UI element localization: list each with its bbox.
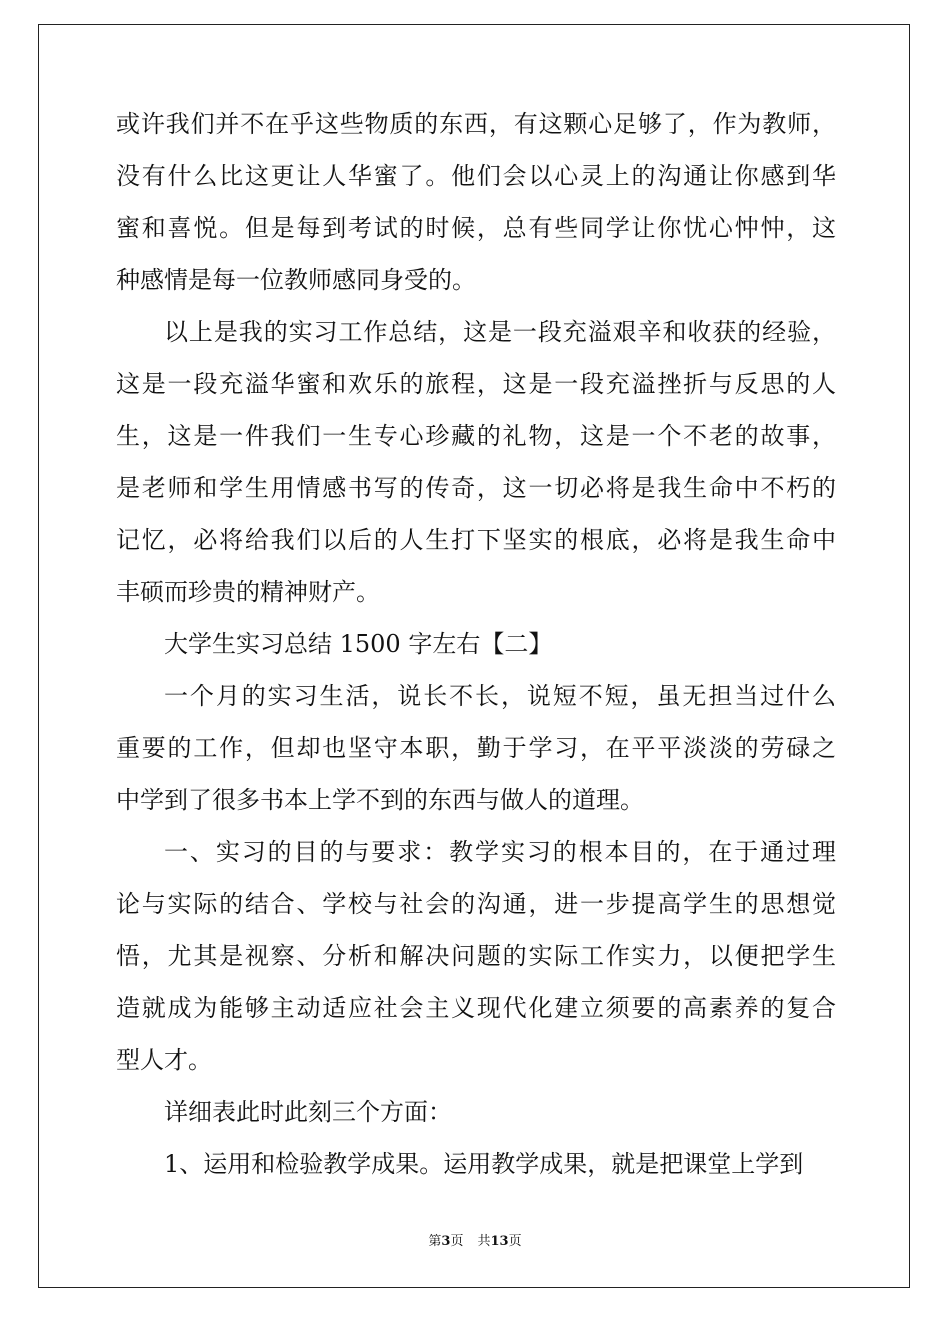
- text-line: 种感情是每一位教师感同身受的。: [116, 266, 476, 294]
- text-line: 记忆，必将给我们以后的人生打下坚实的根底，必将是我生命中: [116, 526, 836, 554]
- paragraph: [116, 670, 836, 826]
- text-line: 1、运用和检验教学成果。运用教学成果，就是把课堂上学到: [164, 1150, 804, 1178]
- text-line: 造就成为能够主动适应社会主义现代化建立须要的高素养的复合: [116, 994, 836, 1022]
- paragraph: [116, 306, 836, 618]
- text-line: 大学生实习总结 1500 字左右【二】: [164, 630, 553, 658]
- footer-total-pages: 13: [490, 1234, 509, 1249]
- text-line: 中学到了很多书本上学不到的东西与做人的道理。: [116, 786, 644, 814]
- footer-total-prefix: 共: [477, 1234, 491, 1249]
- text-line: 或许我们并不在乎这些物质的东西，有这颗心足够了，作为教师，: [116, 110, 836, 138]
- text-line: 是老师和学生用情感书写的传奇，这一切必将是我生命中不朽的: [116, 474, 836, 502]
- text-line: 生，这是一件我们一生专心珍藏的礼物，这是一个不老的故事，: [116, 422, 836, 450]
- text-line: 一、实习的目的与要求：教学实习的根本目的，在于通过理: [164, 838, 836, 866]
- paragraph: [116, 98, 836, 306]
- text-line: 这是一段充溢华蜜和欢乐的旅程，这是一段充溢挫折与反思的人: [116, 370, 836, 398]
- footer-page-suffix: 页: [450, 1234, 464, 1249]
- text-line: 蜜和喜悦。但是每到考试的时候，总有些同学让你忧心忡忡，这: [116, 214, 836, 242]
- paragraph: [116, 1086, 836, 1138]
- document-body: [116, 98, 836, 1190]
- text-line: 重要的工作，但却也坚守本职，勤于学习，在平平淡淡的劳碌之: [116, 734, 836, 762]
- text-line: 型人才。: [116, 1046, 212, 1074]
- text-line: 以上是我的实习工作总结，这是一段充溢艰辛和收获的经验，: [164, 318, 836, 346]
- paragraph: [116, 1138, 836, 1190]
- text-line: 论与实际的结合、学校与社会的沟通，进一步提高学生的思想觉: [116, 890, 836, 918]
- footer-prefix: 第: [428, 1234, 442, 1249]
- text-line: 一个月的实习生活，说长不长，说短不短，虽无担当过什么: [164, 682, 836, 710]
- paragraph: [116, 618, 836, 670]
- footer-page-number: 3: [441, 1234, 451, 1249]
- text-line: 悟，尤其是视察、分析和解决问题的实际工作实力，以便把学生: [116, 942, 836, 970]
- text-line: 丰硕而珍贵的精神财产。: [116, 578, 380, 606]
- footer-total-suffix: 页: [508, 1234, 522, 1249]
- page-footer: [0, 1233, 950, 1251]
- text-line: 详细表此时此刻三个方面：: [164, 1098, 452, 1126]
- paragraph: [116, 826, 836, 1086]
- text-line: 没有什么比这更让人华蜜了。他们会以心灵上的沟通让你感到华: [116, 162, 836, 190]
